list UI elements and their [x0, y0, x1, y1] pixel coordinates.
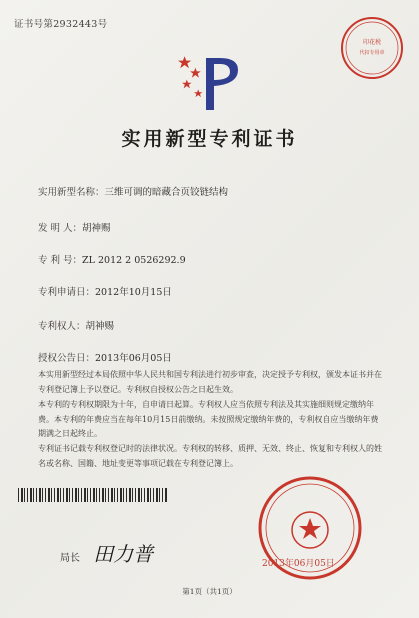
field-value: 胡神赐 — [85, 321, 115, 332]
paragraph-grant: 本实用新型经过本局依照中华人民共和国专利法进行初步审查，决定授予专利权，颁发本证书并在专利登记簿上予以登记。专利权自授权公告之日起生效。 — [38, 370, 382, 394]
paragraph-term: 本专利的专利权期限为十年，自申请日起算。专利权人应当依照专利法及其实施细则规定缴纳年费。本专利的年费应当在每年10月15日前缴纳。未按照规定缴纳年费的，专利权自应当缴纳年费期满之日起终止。 — [38, 400, 379, 438]
certificate-number: 证书号第2932443号 — [14, 19, 108, 30]
tax-seal — [338, 14, 406, 82]
seal-date: 2013年06月05日 — [262, 559, 335, 569]
cnipa-logo-icon — [176, 52, 248, 114]
field-label: 专利申请日： — [38, 287, 96, 298]
field-value: 2013年06月05日 — [95, 353, 172, 364]
field-value: 三维可调的暗藏合页铰链结构 — [104, 187, 229, 198]
svg-text:代扣专用章: 代扣专用章 — [359, 50, 385, 56]
field-patentee — [38, 318, 114, 332]
field-value: 胡神赐 — [82, 223, 111, 234]
field-label: 专利权人： — [38, 321, 86, 332]
field-utility-model-name — [38, 184, 228, 198]
page-footer: 第1页（共1页） — [182, 587, 237, 596]
field-label: 实用新型名称： — [38, 187, 105, 198]
field-value: 2012年10月15日 — [95, 287, 172, 298]
certificate-title: 实用新型专利证书 — [121, 128, 298, 150]
svg-text:印花税: 印花税 — [362, 39, 382, 46]
field-patent-number — [38, 252, 186, 266]
field-label: 专 利 号： — [38, 255, 83, 266]
director-block — [60, 538, 153, 567]
director-label: 局长 — [60, 553, 80, 564]
field-inventor — [38, 220, 111, 234]
field-label: 发 明 人： — [38, 223, 83, 234]
field-announcement-date — [38, 350, 172, 364]
field-label: 授权公告日： — [38, 353, 96, 364]
barcode — [18, 488, 168, 502]
field-value: ZL 2012 2 0526292.9 — [82, 255, 186, 266]
paragraph-legal-status: 专利证书记载专利权登记时的法律状况。专利权的转移、质押、无效、终止、恢复和专利权人的姓名或名称、国籍、地址变更等事项记载在专利登记簿上。 — [38, 444, 382, 468]
field-application-date — [38, 284, 172, 298]
director-signature: 田力普 — [93, 542, 154, 566]
